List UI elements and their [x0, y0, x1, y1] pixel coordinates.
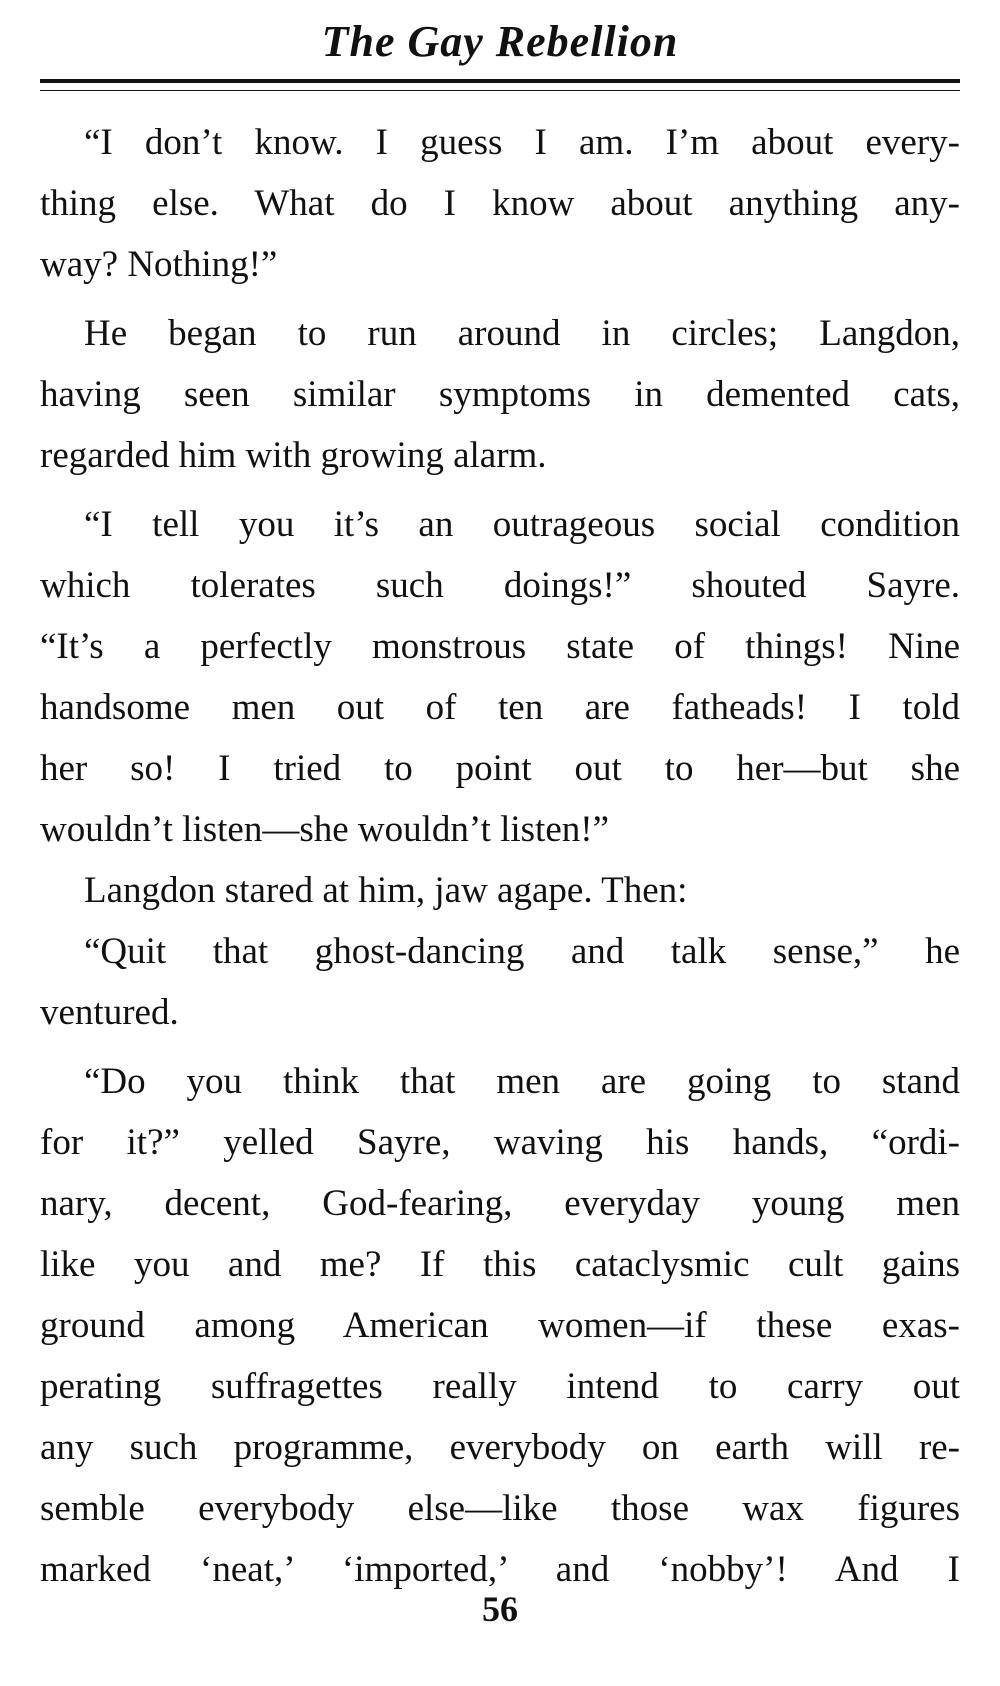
text-line: “It’s a perfectly monstrous state of things! Nine [40, 626, 960, 667]
text-line: way? Nothing!” [40, 244, 278, 285]
body-text [40, 112, 960, 1600]
text-line: like you and me? If this cataclysmic cult gains [40, 1244, 960, 1285]
text-line: “Quit that ghost-dancing and talk sense,” he [84, 931, 960, 972]
text-line: ground among American women—if these exas- [40, 1305, 960, 1346]
text-line: marked ‘neat,’ ‘imported,’ and ‘nobby’! And I [40, 1549, 960, 1590]
text-line: “I don’t know. I guess I am. I’m about every- [84, 122, 960, 163]
text-line: having seen similar symptoms in demented cats, [40, 374, 960, 415]
text-line: wouldn’t listen—she wouldn’t listen!” [40, 809, 610, 850]
text-line: He began to run around in circles; Langdon, [84, 313, 960, 354]
running-head: The Gay Rebellion [321, 17, 679, 66]
page-number: 56 [482, 1589, 518, 1629]
text-line: for it?” yelled Sayre, waving his hands, “ordi- [40, 1122, 960, 1163]
header-rule-thin [40, 90, 960, 91]
text-line: nary, decent, God-fearing, everyday young men [40, 1183, 960, 1224]
text-line: Langdon stared at him, jaw agape. Then: [84, 870, 688, 911]
text-line: thing else. What do I know about anything any- [40, 183, 960, 224]
text-line: semble everybody else—like those wax figures [40, 1488, 960, 1529]
text-line: perating suffragettes really intend to carry out [40, 1366, 960, 1407]
header-rule-thick [40, 79, 960, 83]
text-line: regarded him with growing alarm. [40, 435, 547, 476]
text-line: which tolerates such doings!” shouted Sayre. [40, 565, 960, 606]
text-line: her so! I tried to point out to her—but she [40, 748, 960, 789]
text-line: handsome men out of ten are fatheads! I told [40, 687, 960, 728]
text-line: ventured. [40, 992, 179, 1033]
text-line: “I tell you it’s an outrageous social condition [84, 504, 960, 545]
text-line: any such programme, everybody on earth will re- [40, 1427, 960, 1468]
text-line: “Do you think that men are going to stand [84, 1061, 960, 1102]
